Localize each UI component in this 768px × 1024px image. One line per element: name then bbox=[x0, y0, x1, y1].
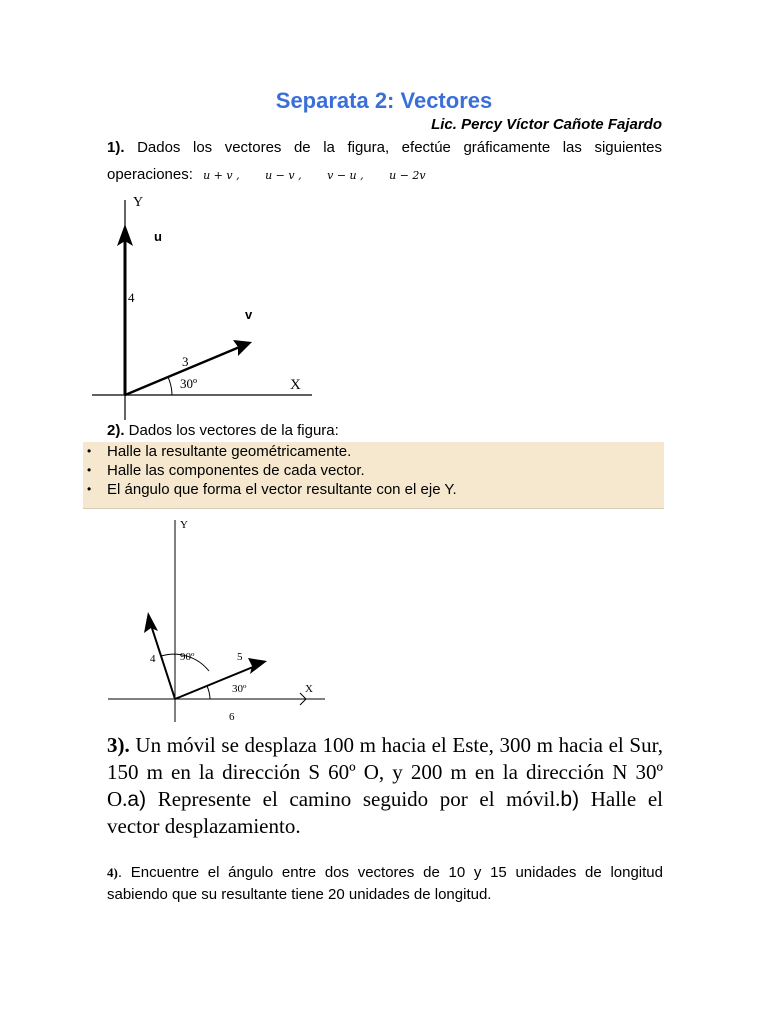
problem-3-part-b: Halle el vector desplazamiento. bbox=[107, 787, 663, 838]
operation-1: u + v , bbox=[203, 169, 240, 182]
fig1-y-label: Y bbox=[133, 195, 144, 210]
fig2-angle-30-label: 30º bbox=[232, 683, 247, 695]
problem-3-part-b-label: b) bbox=[560, 788, 580, 811]
problem-3-number: 3). bbox=[107, 733, 130, 757]
fig2-x-label: X bbox=[305, 683, 313, 695]
problem-4-number: 4) bbox=[107, 865, 118, 880]
task-3: • El ángulo que forma el vector resultante con el eje Y. bbox=[83, 480, 664, 499]
fig2-y-label: Y bbox=[180, 519, 188, 531]
problem-3-part-a-label: a) bbox=[127, 788, 147, 811]
problem-4 bbox=[107, 862, 663, 906]
fig1-v-magnitude: 3 bbox=[182, 354, 189, 369]
fig2-angle-90-label: 90º bbox=[180, 651, 195, 663]
problem-3 bbox=[107, 732, 663, 840]
problem-1-text: Dados los vectores de la figura, efectúe gráficamente las siguientes operaciones: bbox=[107, 139, 662, 183]
operation-2: u − v , bbox=[265, 169, 302, 182]
problem-3-part-a: Represente el camino seguido por el móvil. bbox=[146, 787, 561, 811]
operation-4: u − 2v bbox=[389, 169, 426, 182]
fig2-vector-5-arrowhead bbox=[248, 658, 267, 674]
problem-4-text: Encuentre el ángulo entre dos vectores de 10 y 15 unidades de longitud sabiendo que su resultante tiene 20 unidades de longitud. bbox=[107, 864, 663, 903]
fig1-v-label: v bbox=[245, 307, 253, 322]
operation-3: v − u , bbox=[327, 169, 364, 182]
fig2-magnitude-5: 5 bbox=[237, 651, 243, 663]
problem-3-text: Un móvil se desplaza 100 m hacia el Este, 300 m hacia el Sur, 150 m en la dirección S 60º O, y 200 m en la dirección N 30º O. bbox=[107, 733, 663, 811]
task-1: • Halle la resultante geométricamente. bbox=[83, 442, 664, 461]
problem-4-dot: . bbox=[117, 864, 123, 881]
page-title: Separata 2: Vectores bbox=[275, 88, 493, 113]
fig2-magnitude-4: 4 bbox=[150, 653, 156, 665]
problem-1-number: 1). bbox=[107, 139, 125, 156]
fig2-vector-4-arrowhead bbox=[144, 612, 158, 633]
author-line: Lic. Percy Víctor Cañote Fajardo bbox=[431, 116, 662, 133]
task-2: • Halle las componentes de cada vector. bbox=[83, 461, 664, 480]
problem-2-text: Dados los vectores de la figura: bbox=[124, 422, 339, 439]
fig1-u-label: u bbox=[154, 229, 162, 244]
fig1-x-label: X bbox=[290, 377, 301, 393]
fig2-magnitude-6: 6 bbox=[229, 711, 235, 723]
fig1-u-magnitude: 4 bbox=[128, 290, 135, 305]
fig1-angle-label: 30º bbox=[180, 376, 198, 391]
problem-2-number: 2). bbox=[107, 422, 125, 439]
fig2-angle-30-arc bbox=[207, 686, 210, 699]
